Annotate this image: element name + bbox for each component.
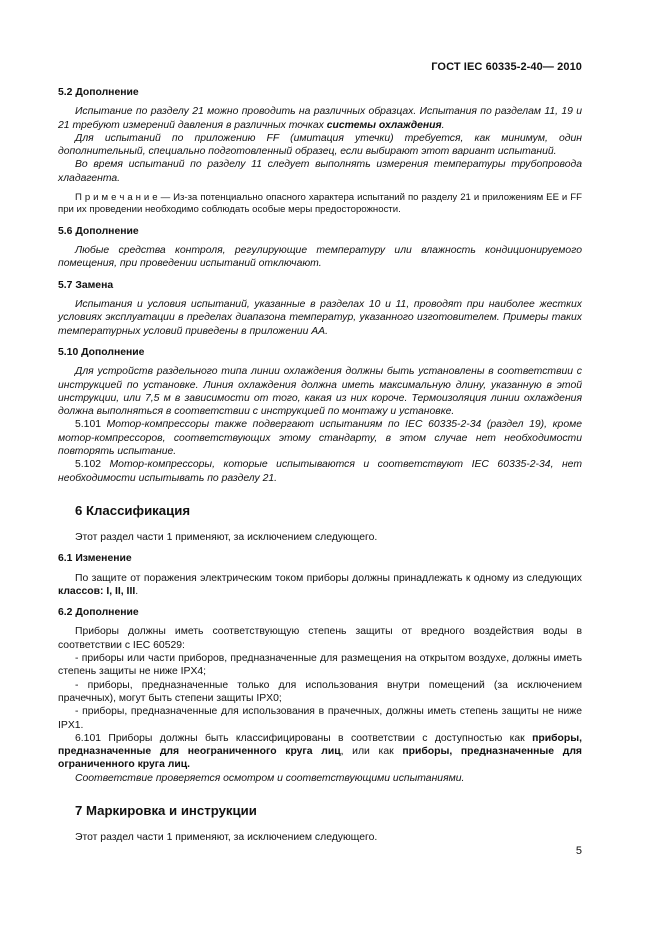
bold-classes: классов: I, II, III — [58, 585, 136, 597]
note-label: П р и м е ч а н и е — [75, 192, 158, 204]
compliance-check: Соответствие проверяется осмотром и соответствующими испытаниями. — [75, 772, 465, 784]
bold-term: системы охлаждения — [326, 119, 442, 131]
section-5-6-para-1: Любые средства контроля, регулирующие температуру или влажность кондиционируемого помещения, при проведении испытаний отключают. — [58, 245, 582, 270]
page-content — [58, 80, 582, 844]
section-6-2-para-1: Приборы должны иметь соответствующую степень защиты от вредного воздействия воды в соответствии с IEC 60529: — [58, 626, 582, 651]
section-5-2-note: П р и м е ч а н и е — Из-за потенциально опасного характера испытаний по разделу 21 и приложениям EE и FF при их проведении необходимо соблюдать особые меры предосторожности. — [58, 192, 582, 216]
section-5-2-para-1: Испытание по разделу 21 можно проводить на различных образцах. Испытания по разделам 11, 19 и 21 требуют измерений давления в различных точках системы охлаждения. — [58, 106, 582, 131]
document-code: ГОСТ IEC 60335-2-40— 2010 — [431, 61, 582, 73]
section-7-heading: 7 Маркировка и инструкции — [75, 802, 257, 818]
list-item: - приборы или части приборов, предназначенные для размещения на открытом воздухе, должны иметь степень защиты не ниже IPX4; — [58, 653, 582, 678]
section-5-10-para-1: Для устройств раздельного типа линии охлаждения должны быть установлены в соответствии с инструкцией по установке. Линия охлаждения должна иметь максимальную длину, указанную в этой инструкции, или 7,5 м в зависимости от того, какая из них короче. Термоизоляция линии охлаждения должна выполняться в соответствии с инструкцией по монтажу и установке. — [58, 366, 582, 418]
section-5-10-title: 5.10 Дополнение — [58, 346, 145, 358]
section-5-6-title: 5.6 Дополнение — [58, 225, 139, 237]
section-5-101: 5.101 Мотор-компрессоры также подвергают испытаниям по IEC 60335-2-34 (раздел 19), кроме мотор-компрессоров, соответствующих этому стандарту, в этом случае нет необходимости повторять испытание. — [58, 419, 582, 458]
section-5-2-title: 5.2 Дополнение — [58, 87, 139, 98]
section-5-102: 5.102 Мотор-компрессоры, которые испытываются и соответствуют IEC 60335-2-34, нет необходимости испытывать по разделу 21. — [58, 459, 582, 484]
section-5-7-title: 5.7 Замена — [58, 279, 114, 291]
section-6-2-title: 6.2 Дополнение — [58, 607, 139, 619]
list-item: - приборы, предназначенные для использования в прачечных, должны иметь степень защиты не ниже IPX1. — [58, 706, 582, 731]
section-5-7-para-1: Испытания и условия испытаний, указанные в разделах 10 и 11, проводят при наиболее жестких условиях эксплуатации в пределах диапазона температур, указанного изготовителем. Примеры таких температурных условий приведены в приложении АА. — [58, 299, 582, 337]
page-number: 5 — [575, 845, 582, 857]
section-6-101: 6.101 Приборы должны быть классифицированы в соответствии с доступностью как приборы, предназначенные для неограниченного круга лиц, или как приборы, предназначенные для ограниченного круга лиц. — [58, 732, 582, 771]
section-5-2-para-2: Для испытаний по приложению FF (имитация утечки) требуется, как минимум, один дополнительный, специально подготовленный образец, если выбирают этот вариант испытаний. — [58, 132, 582, 158]
section-6-1-title: 6.1 Изменение — [58, 553, 132, 565]
section-6-heading: 6 Классификация — [75, 502, 191, 518]
section-7-intro: Этот раздел части 1 применяют, за исключением следующего. — [75, 831, 378, 843]
section-6-1-para: По защите от поражения электрическим током приборы должны принадлежать к одному из следующих классов: I, II, III. — [58, 572, 582, 597]
section-5-2-para-3: Во время испытаний по разделу 11 следует выполнять измерения температуры трубопровода хладагента. — [58, 159, 582, 184]
list-item: - приборы, предназначенные только для использования внутри помещений (за исключением прачечных), могут быть степени защиты IPX0; — [58, 679, 582, 704]
section-6-intro: Этот раздел части 1 применяют, за исключением следующего. — [75, 531, 378, 543]
